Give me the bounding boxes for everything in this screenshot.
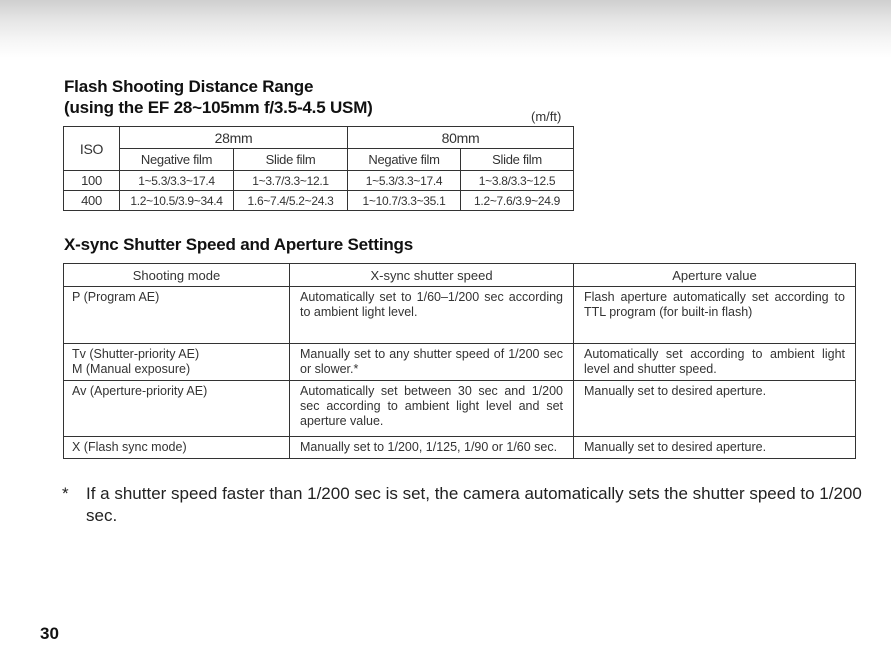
table-row <box>64 287 856 344</box>
table-cell: 1~3.7/3.3~12.1 <box>234 171 348 191</box>
aperture-cell: Manually set to desired aperture. <box>574 381 856 437</box>
xsync-table <box>63 263 856 459</box>
flash-range-table <box>63 126 574 211</box>
table-cell: 1~10.7/3.3~35.1 <box>348 191 461 211</box>
table-row <box>64 437 856 459</box>
section-title-xsync: X-sync Shutter Speed and Aperture Settings <box>64 235 413 254</box>
footnote-text: If a shutter speed faster than 1/200 sec is set, the camera automatically sets the shutter speed to 1/200 sec. <box>86 484 862 525</box>
table-row <box>64 344 856 381</box>
header-shooting-mode: Shooting mode <box>64 264 290 287</box>
subheader-negative-28: Negative film <box>120 149 234 171</box>
aperture-cell: Flash aperture automatically set according to TTL program (for built-in flash) <box>574 287 856 344</box>
iso-value: 100 <box>64 171 120 191</box>
table-row <box>64 381 856 437</box>
aperture-cell: Manually set to desired aperture. <box>574 437 856 459</box>
page-top-shadow <box>0 0 891 58</box>
unit-label: (m/ft) <box>531 109 562 124</box>
mode-cell: P (Program AE) <box>64 287 290 344</box>
table-cell: 1~5.3/3.3~17.4 <box>120 171 234 191</box>
table-cell: 1~5.3/3.3~17.4 <box>348 171 461 191</box>
header-xsync-speed: X-sync shutter speed <box>290 264 574 287</box>
speed-cell: Automatically set to 1/60–1/200 sec according to ambient light level. <box>290 287 574 344</box>
mode-cell: Tv (Shutter-priority AE) M (Manual exposure) <box>64 344 290 381</box>
table-subheader-row <box>64 149 574 171</box>
table-row <box>64 171 574 191</box>
group-header-80mm: 80mm <box>348 127 574 149</box>
speed-cell: Automatically set between 30 sec and 1/200 sec according to ambient light level and set aperture value. <box>290 381 574 437</box>
table-row <box>64 191 574 211</box>
section-subtitle-lens: (using the EF 28~105mm f/3.5-4.5 USM) <box>64 98 373 117</box>
table-header-row <box>64 127 574 149</box>
group-header-28mm: 28mm <box>120 127 348 149</box>
aperture-cell: Automatically set according to ambient light level and shutter speed. <box>574 344 856 381</box>
table-cell: 1.2~10.5/3.9~34.4 <box>120 191 234 211</box>
table-header-row <box>64 264 856 287</box>
iso-value: 400 <box>64 191 120 211</box>
table-cell: 1.2~7.6/3.9~24.9 <box>461 191 574 211</box>
footnote-marker: * <box>62 484 69 503</box>
page-number: 30 <box>40 624 59 643</box>
section-title-flash-range: Flash Shooting Distance Range <box>64 77 314 96</box>
subheader-negative-80: Negative film <box>348 149 461 171</box>
mode-cell: X (Flash sync mode) <box>64 437 290 459</box>
subheader-slide-80: Slide film <box>461 149 574 171</box>
table-cell: 1.6~7.4/5.2~24.3 <box>234 191 348 211</box>
mode-cell: Av (Aperture-priority AE) <box>64 381 290 437</box>
subheader-slide-28: Slide film <box>234 149 348 171</box>
speed-cell: Manually set to any shutter speed of 1/200 sec or slower.* <box>290 344 574 381</box>
speed-cell: Manually set to 1/200, 1/125, 1/90 or 1/60 sec. <box>290 437 574 459</box>
header-aperture-value: Aperture value <box>574 264 856 287</box>
iso-header: ISO <box>64 127 120 171</box>
table-cell: 1~3.8/3.3~12.5 <box>461 171 574 191</box>
